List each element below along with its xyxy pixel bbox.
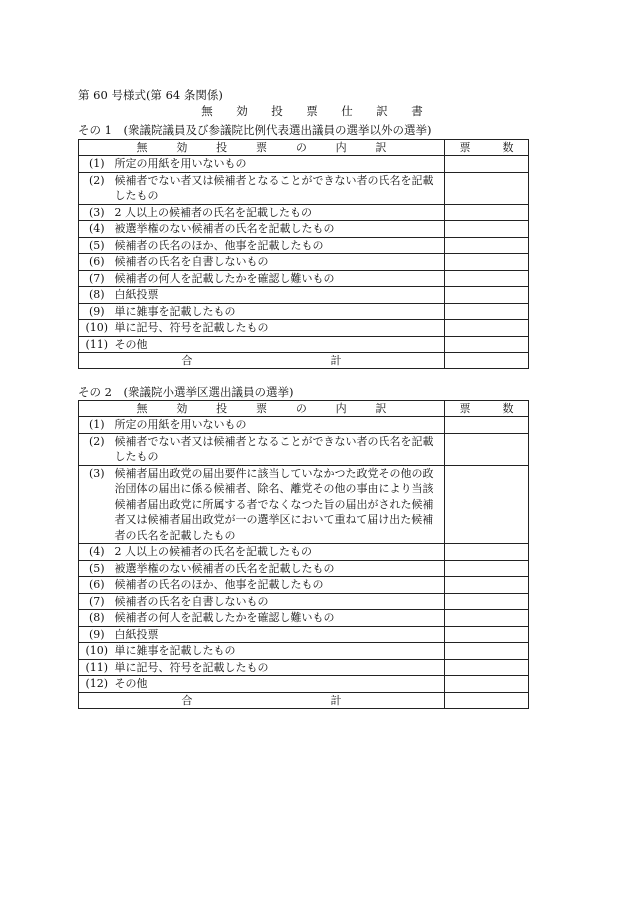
table-row bbox=[79, 676, 529, 693]
section2-title: その 2 (衆議院小選挙区選出議員の選挙) bbox=[78, 385, 294, 399]
row-number: (11) bbox=[79, 336, 115, 353]
vote-count-cell[interactable] bbox=[445, 336, 529, 353]
table-row bbox=[79, 544, 529, 561]
table-row bbox=[79, 593, 529, 610]
vote-count-cell[interactable] bbox=[445, 320, 529, 337]
row-description: その他 bbox=[115, 676, 445, 693]
row-description: その他 bbox=[115, 336, 445, 353]
row-description: 候補者の何人を記載したかを確認し難いもの bbox=[115, 270, 445, 287]
table-row bbox=[79, 320, 529, 337]
total-label bbox=[79, 692, 445, 708]
row-description: 被選挙権のない候補者の氏名を記載したもの bbox=[115, 221, 445, 238]
table-row bbox=[79, 237, 529, 254]
table-row bbox=[79, 643, 529, 660]
table-row bbox=[79, 577, 529, 594]
table-row bbox=[79, 610, 529, 627]
header-char: 票 bbox=[459, 402, 471, 415]
row-description: 白紙投票 bbox=[115, 626, 445, 643]
header-breakdown bbox=[79, 140, 445, 156]
table-row bbox=[79, 254, 529, 271]
vote-count-cell[interactable] bbox=[445, 204, 529, 221]
row-description: 候補者でない者又は候補者となることができない者の氏名を記載したもの bbox=[115, 172, 445, 204]
header-char: の bbox=[295, 141, 307, 154]
vote-count-cell[interactable] bbox=[445, 643, 529, 660]
row-number: (12) bbox=[79, 676, 115, 693]
row-number: (1) bbox=[79, 156, 115, 173]
header-vote-count bbox=[445, 401, 529, 417]
header-char: 投 bbox=[216, 141, 228, 154]
vote-count-cell[interactable] bbox=[445, 577, 529, 594]
header-char: 票 bbox=[255, 141, 267, 154]
table-row bbox=[79, 336, 529, 353]
header-char: 票 bbox=[255, 402, 267, 415]
total-char: 計 bbox=[330, 354, 342, 367]
row-number: (9) bbox=[79, 626, 115, 643]
vote-count-cell[interactable] bbox=[445, 610, 529, 627]
header-char: 票 bbox=[459, 141, 471, 154]
row-description: 単に記号、符号を記載したもの bbox=[115, 659, 445, 676]
total-count-cell[interactable] bbox=[445, 692, 529, 708]
row-description: 2 人以上の候補者の氏名を記載したもの bbox=[115, 204, 445, 221]
total-row bbox=[79, 692, 529, 708]
table-row bbox=[79, 156, 529, 173]
row-number: (9) bbox=[79, 303, 115, 320]
header-char: 訳 bbox=[375, 141, 387, 154]
total-char: 計 bbox=[330, 693, 342, 707]
total-count-cell[interactable] bbox=[445, 353, 529, 369]
row-number: (2) bbox=[79, 433, 115, 465]
row-number: (5) bbox=[79, 560, 115, 577]
row-description: 被選挙権のない候補者の氏名を記載したもの bbox=[115, 560, 445, 577]
header-breakdown bbox=[79, 401, 445, 417]
row-description: 単に雑事を記載したもの bbox=[115, 303, 445, 320]
row-number: (4) bbox=[79, 544, 115, 561]
row-number: (10) bbox=[79, 643, 115, 660]
header-char: 効 bbox=[176, 141, 188, 154]
table-row bbox=[79, 172, 529, 204]
row-number: (1) bbox=[79, 417, 115, 434]
vote-count-cell[interactable] bbox=[445, 544, 529, 561]
row-description: 候補者の氏名のほか、他事を記載したもの bbox=[115, 577, 445, 594]
total-label bbox=[79, 353, 445, 369]
row-number: (10) bbox=[79, 320, 115, 337]
table-row bbox=[79, 204, 529, 221]
total-char: 合 bbox=[181, 354, 193, 367]
table-row bbox=[79, 287, 529, 304]
vote-count-cell[interactable] bbox=[445, 659, 529, 676]
header-char: 内 bbox=[335, 141, 347, 154]
table-row bbox=[79, 560, 529, 577]
header-breakdown-chars bbox=[137, 140, 387, 155]
total-row bbox=[79, 353, 529, 369]
row-number: (2) bbox=[79, 172, 115, 204]
header-vote-count bbox=[445, 140, 529, 156]
vote-count-cell[interactable] bbox=[445, 237, 529, 254]
total-char: 合 bbox=[181, 693, 193, 707]
header-char: 効 bbox=[176, 402, 188, 415]
row-number: (8) bbox=[79, 610, 115, 627]
table-row bbox=[79, 626, 529, 643]
row-description: 候補者でない者又は候補者となることができない者の氏名を記載したもの bbox=[115, 433, 445, 465]
row-number: (7) bbox=[79, 270, 115, 287]
row-description: 候補者の氏名を自書しないもの bbox=[115, 593, 445, 610]
header-char: 内 bbox=[335, 402, 347, 415]
row-number: (3) bbox=[79, 465, 115, 544]
row-number: (5) bbox=[79, 237, 115, 254]
header-char: 投 bbox=[216, 402, 228, 415]
header-char: 無 bbox=[136, 141, 148, 154]
vote-count-cell[interactable] bbox=[445, 560, 529, 577]
row-description: 候補者の何人を記載したかを確認し難いもの bbox=[115, 610, 445, 627]
vote-count-cell[interactable] bbox=[445, 156, 529, 173]
row-number: (4) bbox=[79, 221, 115, 238]
vote-count-cell[interactable] bbox=[445, 270, 529, 287]
vote-count-cell[interactable] bbox=[445, 221, 529, 238]
vote-count-cell[interactable] bbox=[445, 593, 529, 610]
header-char: 数 bbox=[502, 141, 514, 154]
row-number: (8) bbox=[79, 287, 115, 304]
row-description: 候補者届出政党の届出要件に該当していなかつた政党その他の政治団体の届出に係る候補者、除名、離党その他の事由により当該候補者届出政党に所属する者でなくなつた旨の届出がされた候補者又は候補者届出政党が一の選挙区において重ねて届け出た候補者の氏名を記載したもの bbox=[115, 465, 445, 544]
row-description: 単に雑事を記載したもの bbox=[115, 643, 445, 660]
document-title: 無 効 投 票 仕 訳 書 bbox=[201, 104, 429, 118]
row-description: 所定の用紙を用いないもの bbox=[115, 156, 445, 173]
table-header-row bbox=[79, 140, 529, 156]
row-number: (7) bbox=[79, 593, 115, 610]
table-row bbox=[79, 221, 529, 238]
vote-count-cell[interactable] bbox=[445, 417, 529, 434]
row-description: 所定の用紙を用いないもの bbox=[115, 417, 445, 434]
row-number: (11) bbox=[79, 659, 115, 676]
table-row bbox=[79, 659, 529, 676]
vote-count-cell[interactable] bbox=[445, 626, 529, 643]
table-row bbox=[79, 303, 529, 320]
vote-count-cell[interactable] bbox=[445, 465, 529, 544]
row-number: (6) bbox=[79, 254, 115, 271]
vote-count-cell[interactable] bbox=[445, 676, 529, 693]
table-row bbox=[79, 433, 529, 465]
table-row bbox=[79, 465, 529, 544]
row-description: 候補者の氏名を自書しないもの bbox=[115, 254, 445, 271]
row-number: (6) bbox=[79, 577, 115, 594]
row-description: 単に記号、符号を記載したもの bbox=[115, 320, 445, 337]
table-row bbox=[79, 417, 529, 434]
row-description: 2 人以上の候補者の氏名を記載したもの bbox=[115, 544, 445, 561]
vote-count-cell[interactable] bbox=[445, 254, 529, 271]
header-char: 訳 bbox=[375, 402, 387, 415]
section1-title: その 1 (衆議院議員及び参議院比例代表選出議員の選挙以外の選挙) bbox=[78, 123, 432, 137]
section1-table bbox=[78, 139, 529, 369]
vote-count-cell[interactable] bbox=[445, 172, 529, 204]
table-row bbox=[79, 270, 529, 287]
header-breakdown-chars bbox=[137, 401, 387, 416]
row-description: 白紙投票 bbox=[115, 287, 445, 304]
header-char: 数 bbox=[502, 402, 514, 415]
vote-count-cell[interactable] bbox=[445, 433, 529, 465]
row-number: (3) bbox=[79, 204, 115, 221]
table-header-row bbox=[79, 401, 529, 417]
vote-count-cell[interactable] bbox=[445, 287, 529, 304]
form-number: 第 60 号様式(第 64 条関係) bbox=[78, 88, 223, 102]
section2-table bbox=[78, 400, 529, 709]
vote-count-cell[interactable] bbox=[445, 303, 529, 320]
header-char: の bbox=[295, 402, 307, 415]
header-char: 無 bbox=[136, 402, 148, 415]
row-description: 候補者の氏名のほか、他事を記載したもの bbox=[115, 237, 445, 254]
